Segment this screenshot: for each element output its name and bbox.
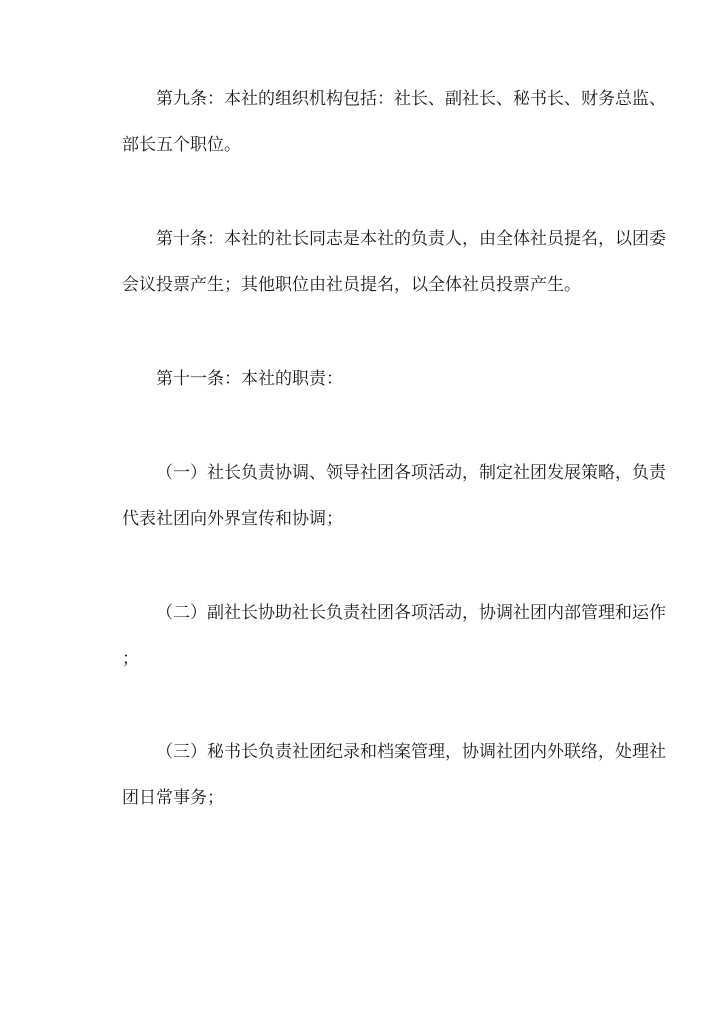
article-11-paragraph (88, 356, 648, 402)
paragraph-line: 第十条：本社的社长同志是本社的负责人，由全体社员提名，以团委 (156, 229, 666, 249)
paragraph-line: 部长五个职位。 (122, 135, 241, 155)
duty-item-2-paragraph (88, 590, 666, 682)
paragraph-line: ； (122, 649, 139, 669)
article-9-paragraph (88, 76, 666, 168)
paragraph-line: 团日常事务； (122, 788, 224, 808)
paragraph-line: 会议投票产生；其他职位由社员提名，以全体社员投票产生。 (122, 275, 581, 295)
paragraph-line: 第十一条：本社的职责： (156, 369, 343, 389)
paragraph-line: （二）副社长协助社长负责社团各项活动，协调社团内部管理和运作 (156, 603, 666, 623)
paragraph-line: 第九条：本社的组织机构包括：社长、副社长、秘书长、财务总监、 (156, 89, 666, 109)
duty-item-1-paragraph (88, 450, 666, 542)
duty-item-3-paragraph (88, 729, 666, 821)
paragraph-line: （三）秘书长负责社团纪录和档案管理，协调社团内外联络，处理社 (156, 742, 666, 762)
article-10-paragraph (88, 216, 666, 308)
paragraph-line: 代表社团向外界宣传和协调； (122, 509, 343, 529)
paragraph-line: （一）社长负责协调、领导社团各项活动，制定社团发展策略，负责 (156, 463, 666, 483)
